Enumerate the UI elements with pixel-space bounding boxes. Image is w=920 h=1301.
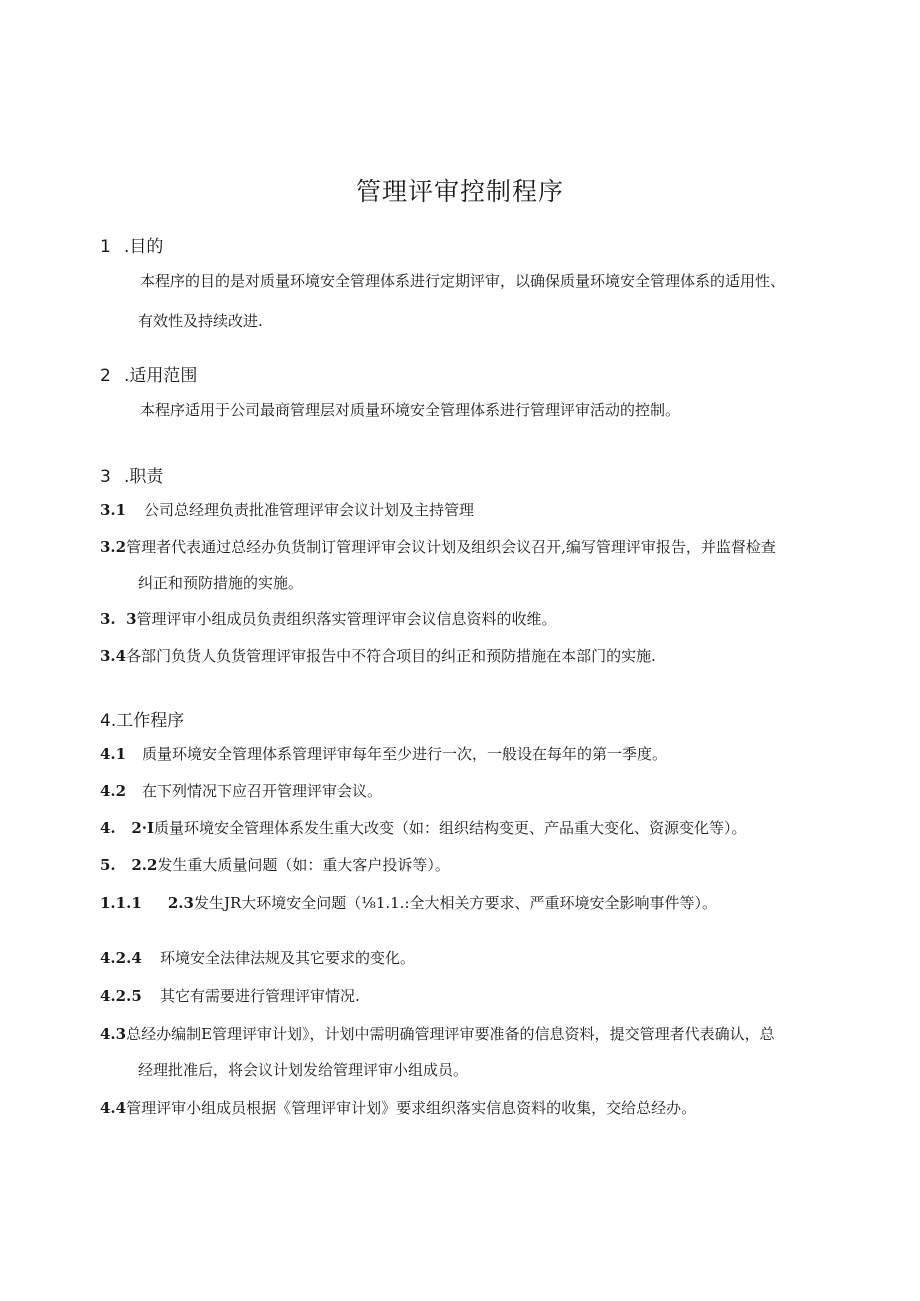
item-4-2-3 (100, 892, 717, 913)
section-2-number: 2 (100, 366, 111, 386)
item-4-4-number: 4.4 (100, 1099, 127, 1117)
item-3-3 (100, 608, 557, 629)
item-4-2-3-number: 1.1.1 2.3 (100, 894, 194, 912)
section-1-line-2: 有效性及持续改进. (138, 312, 263, 330)
item-4-2-1-text: 质量环境安全管理体系发生重大改变（如：组织结构变更、产品重大变化、资源变化等）。 (154, 819, 747, 837)
item-4-1-number: 4.1 (100, 745, 127, 763)
item-4-3-text: 总经办编制E管理评审计划》，计划中需明确管理评审要准备的信息资料，提交管理者代表确认，总 (126, 1025, 775, 1043)
section-3-heading (100, 462, 163, 487)
item-3-2-continuation: 纠正和预防措施的实施。 (138, 574, 304, 592)
item-4-2-1 (100, 817, 747, 838)
item-4-3-number: 4.3 (100, 1025, 127, 1043)
section-2-label: .适用范围 (124, 366, 198, 386)
item-4-2-2-text: 发生重大质量问题（如：重大客户投诉等）。 (157, 856, 450, 874)
item-3-1 (100, 499, 474, 520)
item-3-4-number: 3.4 (100, 647, 127, 665)
item-4-2-4-text: 环境安全法律法规及其它要求的变化。 (160, 949, 416, 967)
section-1-number: 1 (100, 237, 111, 257)
item-4-1-text: 质量环境安全管理体系管理评审每年至少进行一次，一般设在每年的第一季度。 (142, 745, 668, 763)
item-4-2 (100, 780, 382, 801)
item-4-2-5-number: 4.2.5 (100, 987, 142, 1005)
section-1-heading (100, 232, 163, 257)
item-4-1 (100, 743, 667, 764)
item-4-4-text: 管理评审小组成员根据《管理评审计划》要求组织落实信息资料的收集，交给总经办。 (126, 1099, 697, 1117)
section-2-heading (100, 361, 197, 386)
item-4-3-continuation: 经理批准后，将会议计划发给管理评审小组成员。 (138, 1061, 469, 1079)
section-3-label: .职责 (124, 467, 164, 487)
item-3-1-number: 3.1 (100, 501, 127, 519)
section-1-line-1: 本程序的目的是对质量环境安全管理体系进行定期评审，以确保质量环境安全管理体系的适用性、 (140, 272, 786, 290)
item-4-2-2-number: 5. 2.2 (100, 856, 158, 874)
item-4-2-text: 在下列情况下应召开管理评审会议。 (142, 782, 383, 800)
section-1-label: .目的 (124, 237, 164, 257)
section-2-line-1: 本程序适用于公司最商管理层对质量环境安全管理体系进行管理评审活动的控制。 (140, 401, 681, 419)
item-4-2-number: 4.2 (100, 782, 127, 800)
item-3-3-text: 管理评审小组成员负责组织落实管理评审会议信息资料的收维。 (136, 610, 557, 628)
item-4-2-5-text: 其它有需要进行管理评审情况. (160, 987, 360, 1005)
item-3-4-text: 各部门负货人负货管理评审报告中不符合项目的纠正和预防措施在本部门的实施. (126, 647, 656, 665)
document-title: 管理评审控制程序 (355, 177, 564, 206)
item-3-3-number: 3. 3 (100, 610, 137, 628)
item-4-2-4-number: 4.2.4 (100, 949, 142, 967)
item-4-4 (100, 1097, 696, 1118)
item-4-2-2 (100, 854, 450, 875)
item-3-2-text: 管理者代表通过总经办负货制订管理评审会议计划及组织会议召开,编写管理评审报告，并监督检查 (126, 538, 776, 556)
item-3-2-number: 3.2 (100, 538, 127, 556)
item-3-2 (100, 536, 776, 557)
item-4-2-1-number: 4. 2·I (100, 819, 155, 837)
item-3-1-text: 公司总经理负责批准管理评审会议计划及主持管理 (144, 501, 475, 519)
section-3-number: 3 (100, 467, 111, 487)
item-4-3 (100, 1023, 775, 1044)
item-4-2-5 (100, 985, 360, 1006)
section-4-heading: 4.工作程序 (100, 711, 185, 731)
item-3-4 (100, 645, 656, 666)
item-4-2-4 (100, 947, 415, 968)
item-4-2-3-text: 发生JR大环境安全问题（⅛1.1.:全大相关方要求、严重环境安全影响事件等）。 (193, 894, 717, 912)
